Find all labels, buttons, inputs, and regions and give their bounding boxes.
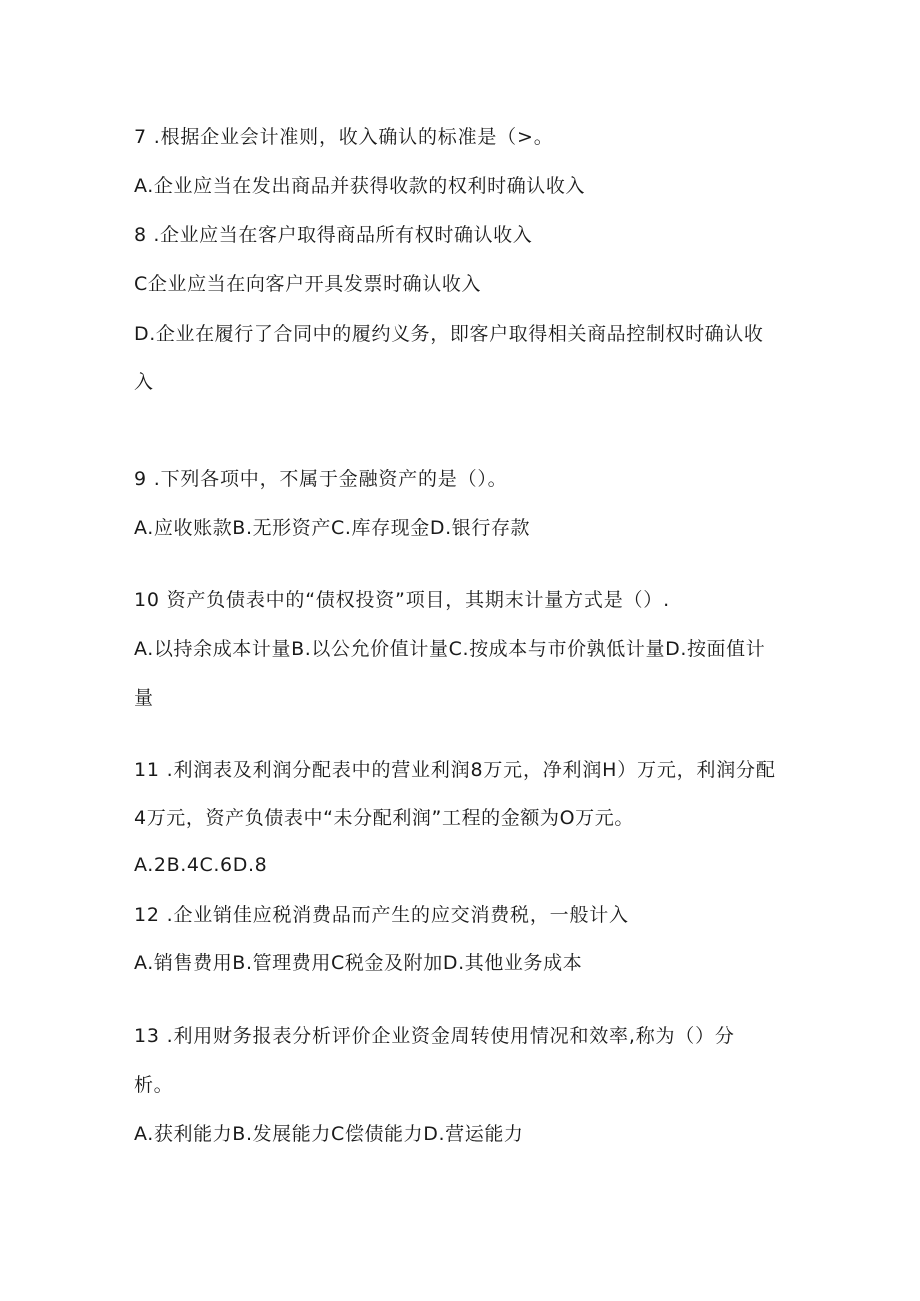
question-7-option-b: 8 .企业应当在客户取得商品所有权时确认收入 [134,224,533,246]
question-9-stem: 9 .下列各项中，不属于金融资产的是（）。 [134,468,508,490]
question-13-options: A.获利能力B.发展能力C偿债能力D.营运能力 [134,1123,524,1145]
question-13-stem-line1: 13 .利用财务报表分析评价企业资金周转使用情况和效率,称为（）分 [134,1025,735,1047]
question-7-option-d-line1: D.企业在履行了合同中的履约义务，即客户取得相关商品控制权时确认收 [134,323,764,345]
question-12-stem: 12 .企业销佳应税消费品而产生的应交消费税，一般计入 [134,904,629,926]
question-13-stem-line2: 析。 [134,1074,174,1096]
question-10-options-line1: A.以持余成本计量B.以公允价值计量C.按成本与市价孰低计量D.按面值计 [134,638,766,660]
question-11-options: A.2B.4C.6D.8 [134,854,268,876]
question-11-stem-line1: 11 .利润表及利润分配表中的营业利润8万元，净利润H）万元，利润分配 [134,759,776,781]
question-12-options: A.销售费用B.管理费用C税金及附加D.其他业务成本 [134,952,583,974]
question-10-options-line2: 量 [134,687,154,709]
question-7-option-d-line2: 入 [134,371,154,393]
question-9-options: A.应收账款B.无形资产C.库存现金D.银行存款 [134,517,531,539]
question-11-stem-line2: 4万元，资产负债表中“未分配利润”工程的金额为O万元。 [134,807,634,829]
question-7-stem: 7 .根据企业会计准则，收入确认的标准是（>。 [134,126,554,148]
question-7-option-c: C企业应当在向客户开具发票时确认收入 [134,273,482,295]
question-7-option-a: A.企业应当在发出商品并获得收款的权利时确认收入 [134,175,586,197]
question-10-stem: 10 资产负债表中的“债权投资”项目，其期末计量方式是（）. [134,589,670,611]
